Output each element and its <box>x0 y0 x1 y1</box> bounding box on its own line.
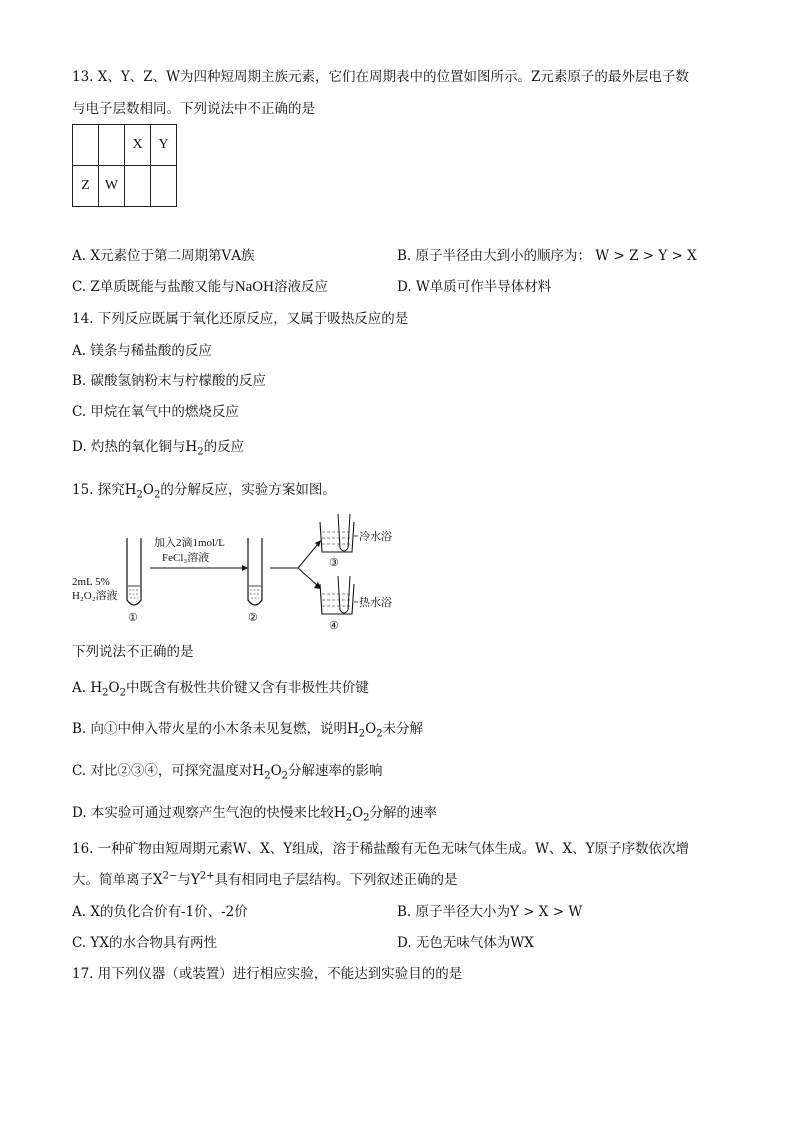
beaker-hot <box>320 576 354 614</box>
cell-x: X <box>125 125 151 166</box>
periodic-table-fragment <box>72 124 177 207</box>
q14-option-b: B. 碳酸氢钠粉末与柠檬酸的反应 <box>72 373 267 389</box>
q15-ask: 下列说法不正确的是 <box>72 644 194 660</box>
cell-y: Y <box>151 125 177 166</box>
label-3: ③ <box>329 557 339 569</box>
q15-option-c: C. 对比②③④，可探究温度对$H_2O_2$分解速率的影响 <box>72 763 383 782</box>
label-h2o2-solution: H₂O₂溶液 <box>72 590 118 602</box>
label-cold-bath: 冷水浴 <box>359 531 392 543</box>
q16-stem-line1: 16. 一种矿物由短周期元素W、X、Y组成，溶于稀盐酸有无色无味气体生成。W、X、Y原子序数依次增 <box>72 841 690 857</box>
q16-option-b: B. 原子半径大小为Y > X > W <box>397 904 583 920</box>
cell <box>125 166 151 207</box>
cell-w: W <box>99 166 125 207</box>
q15-stem: 15. 探究$H_2O_2$的分解反应，实验方案如图。 <box>72 482 336 501</box>
cell <box>73 125 99 166</box>
q13-option-a: A. X元素位于第二周期第ⅤA族 <box>72 248 255 264</box>
q16-option-c: C. YX的水合物具有两性 <box>72 935 217 951</box>
q14-option-c: C. 甲烷在氧气中的燃烧反应 <box>72 404 239 420</box>
q16-stem-line2: 大。简单离子$X^{2-}$与$Y^{2+}$具有相同电子层结构。下列叙述正确的是 <box>72 870 458 888</box>
arrow-to-cold <box>298 544 318 568</box>
q14-stem: 14. 下列反应既属于氧化还原反应，又属于吸热反应的是 <box>72 311 409 327</box>
arrow-text-2: FeCl₃溶液 <box>162 552 210 564</box>
test-tube-1 <box>127 538 141 605</box>
arrow-to-hot <box>298 568 318 586</box>
label-1: ① <box>128 612 138 624</box>
label-h2o2-conc: 2mL 5% <box>72 576 110 588</box>
q16-option-a: A. X的负化合价有-1价、-2价 <box>72 904 248 920</box>
cell-z: Z <box>73 166 99 207</box>
q15-option-a: A. $H_2O_2$中既含有极性共价键又含有非极性共价键 <box>72 680 369 699</box>
experiment-diagram <box>70 514 400 639</box>
q17-stem: 17. 用下列仪器（或装置）进行相应实验，不能达到实验目的的是 <box>72 966 463 982</box>
q13-stem-line2: 与电子层数相同。下列说法中不正确的是 <box>72 101 315 117</box>
cell <box>99 125 125 166</box>
q14-option-a: A. 镁条与稀盐酸的反应 <box>72 343 212 359</box>
arrow-text-1: 加入2滴1mol/L <box>154 537 225 549</box>
cell <box>151 166 177 207</box>
label-4: ④ <box>329 620 339 632</box>
label-hot-bath: 热水浴 <box>359 597 392 609</box>
q13-option-c: C. Z单质既能与盐酸又能与NaOH溶液反应 <box>72 279 328 295</box>
q15-option-b: B. 向①中伸入带火星的小木条未见复燃，说明$H_2O_2$未分解 <box>72 721 424 740</box>
test-tube-2 <box>248 538 262 605</box>
label-2: ② <box>248 612 258 624</box>
beaker-cold <box>320 514 354 552</box>
q14-option-d: D. 灼热的氧化铜与$H_2$的反应 <box>72 439 245 458</box>
q13-option-b: B. 原子半径由大到小的顺序为： W > Z > Y > X <box>397 248 697 264</box>
q16-option-d: D. 无色无味气体为WX <box>397 935 534 951</box>
q13-option-d: D. W单质可作半导体材料 <box>397 279 552 295</box>
q15-option-d: D. 本实验可通过观察产生气泡的快慢来比较$H_2O_2$分解的速率 <box>72 805 438 824</box>
q13-stem-line1: 13. X、Y、Z、W为四种短周期主族元素，它们在周期表中的位置如图所示。Z元素原子的最外层电子数 <box>72 69 689 85</box>
